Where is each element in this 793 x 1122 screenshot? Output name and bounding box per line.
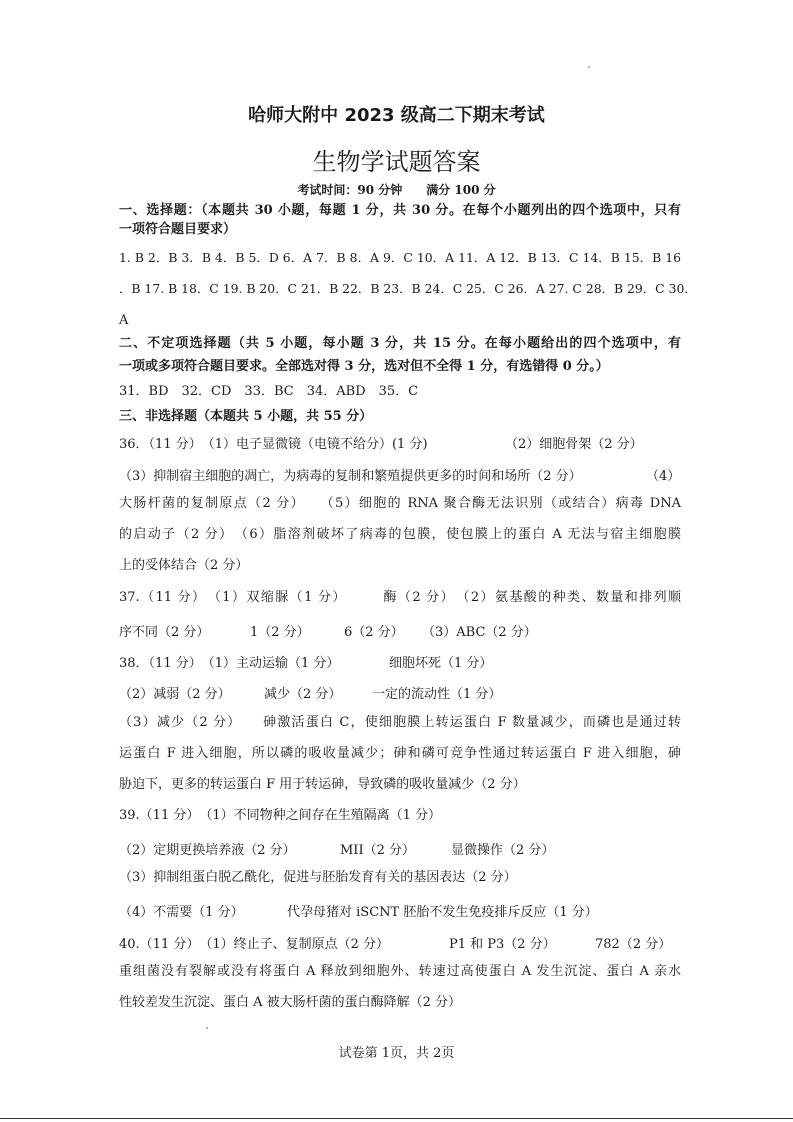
q38-line3: （3）减少（2 分） 砷激活蛋白 C，使细胞膜上转运蛋白 F 数量减少，而磷也是通过转 [119,715,681,730]
section3-heading: 三、非选择题（本题共 5 小题，共 55 分） [119,409,373,424]
q37-line2-part2: 1（2 分） [250,625,310,640]
section1-answers-line1: 1. B 2．B 3．B 4．B 5．D 6．A 7．B 8．A 9．C 10．A 11．A 12．B 13．C 14．B 15．B 16 [119,250,681,265]
footer-rule [0,1118,793,1119]
q40-line1-part2: P1 和 P3（2 分） [449,937,556,952]
q36-line5: 上的受体结合（2 分） [119,558,249,573]
q40-line3: 性较差发生沉淀、蛋白 A 被大肠杆菌的蛋白酶降解（2 分） [119,995,462,1010]
q40-line1-part3: 782（2 分） [595,937,672,952]
section1-answers-line2: ．B 17. B 18．C 19. B 20．C 21．B 22．B 23．B 24．C 25．C 26．A 27. C 28．B 29．C 30． [119,281,697,296]
q38-line4: 运蛋白 F 进入细胞，所以磷的吸收量减少；砷和磷可竞争性通过转运蛋白 F 进入细胞，砷 [119,746,681,761]
school-title: 哈师大附中 2023 级高二下期末考试 [248,105,545,126]
q37-line2-part4: （3）ABC（2 分） [422,625,537,640]
q39-line2-part3: 显微操作（2 分） [451,843,555,858]
q39-line1: 39.（11 分） （1）不同物种之间存在生殖隔离（1 分） [119,808,442,823]
section1-heading-line2: 一项符合题目要求） [119,222,237,237]
scan-speck [588,66,590,68]
subject-title: 生物学试题答案 [312,148,481,176]
q37-line2-part1: 序不同（2 分） [119,625,210,640]
q39-line3: （3）抑制组蛋白脱乙酰化，促进与胚胎发育有关的基因表达（2 分） [119,870,517,885]
section1-heading-line1: 一、选择题：（本题共 30 小题，每题 1 分，共 30 分。在每个小题列出的四个选项中，只有 [119,203,681,218]
q38-line2-part1: （2）减弱（2 分） [119,687,231,702]
scan-speck [206,1027,208,1029]
q36-line4: 的启动子（2 分） （6）脂溶剂破坏了病毒的包膜，使包膜上的蛋白 A 无法与宿主细胞膜 [119,527,681,542]
q36-line3: 大肠杆菌的复制原点（2 分） （5）细胞的 RNA 聚合酶无法识别（或结合）病毒 DNA [119,496,681,511]
q37-line2-part3: 6（2 分） [344,625,404,640]
section2-heading-line2: 一项或多项符合题目要求。全部选对得 3 分，选对但不全得 1 分，有选错得 0 分。） [119,359,609,374]
q39-line4-part2: 代孕母猪对 iSCNT 胚胎不发生免疫排斥反应（1 分） [287,905,598,920]
q38-line5: 胁迫下，更多的转运蛋白 F 用于转运砷，导致磷的吸收量减少（2 分） [119,777,526,792]
section2-answers: 31．BD 32．CD 33．BC 34．ABD 35．C [119,384,419,399]
q36-line1-part2: （2）细胞骨架（2 分） [505,437,643,452]
section2-heading-line1: 二、不定项选择题（共 5 小题，每小题 3 分，共 15 分。在每小题给出的四个选项中，有 [119,336,681,351]
q38-line1-part1: 38．（11 分） （1）主动运输（1 分） [119,656,340,671]
q38-line2-part3: 一定的流动性（1 分） [372,687,502,702]
section1-answers-line3: A [119,313,129,328]
exam-info: 考试时间：90 分钟 满分 100 分 [297,183,496,197]
q36-line1-part1: 36．（11 分） （1）电子显微镜（电镜不给分）(1 分) [119,437,428,452]
q40-line2: 重组菌没有裂解或没有将蛋白 A 释放到细胞外、转速过高使蛋白 A 发生沉淀、蛋白 A 亲水 [119,964,681,979]
page-footer: 试卷第 1页，共 2页 [338,1046,455,1061]
q39-line4-part1: （4）不需要（1 分） [119,905,244,920]
q37-line1: 37.（11 分） （1）双缩脲（1 分） 酶（2 分） （2）氨基酸的种类、数量和排列顺 [119,590,681,605]
q36-line2-part2: （4） [646,469,681,484]
q38-line1-part2: 细胞坏死（1 分） [389,656,493,671]
q38-line2-part2: 减少（2 分） [264,687,342,702]
q39-line2-part2: MII（2 分） [340,843,415,858]
q40-line1-part1: 40.（11 分） （1）终止子、复制原点（2 分） [119,937,390,952]
q39-line2-part1: （2）定期更换培养液（2 分） [119,843,296,858]
q36-line2-part1: （3）抑制宿主细胞的凋亡，为病毒的复制和繁殖提供更多的时间和场所（2 分） [119,469,582,484]
